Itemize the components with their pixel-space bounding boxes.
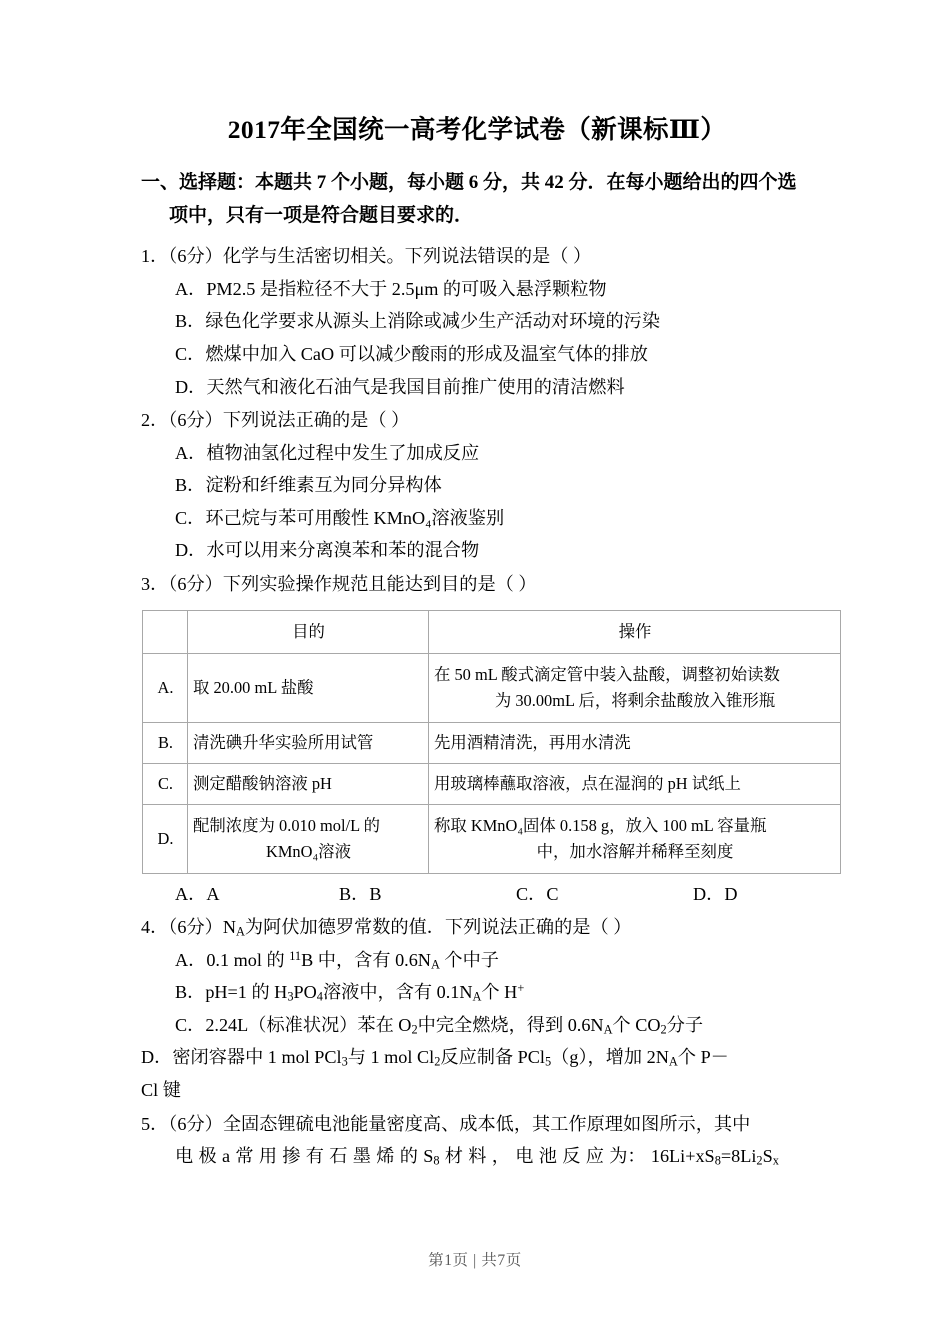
section-intro bbox=[141, 167, 813, 232]
row-b-operation: 先用酒精清洗，再用水清洗 bbox=[429, 722, 841, 763]
section-intro-line1: 一、选择题：本题共 7 个小题，每小题 6 分，共 42 分．在每小题给出的四个选 bbox=[141, 171, 797, 193]
question-1-stem: 1．（6分）化学与生活密切相关。下列说法错误的是（ ） bbox=[141, 246, 592, 267]
q5-seg-5: 掺 bbox=[282, 1146, 301, 1167]
row-label-b: B. bbox=[143, 722, 188, 763]
q4b-s2: 4 bbox=[316, 990, 323, 1005]
question-5 bbox=[141, 1108, 813, 1173]
q5-eq-s3: x bbox=[772, 1153, 779, 1168]
row-label-a: A. bbox=[143, 653, 188, 722]
question-3-answer-d[interactable]: D．D bbox=[693, 883, 738, 904]
question-3-answer-c[interactable]: C．C bbox=[516, 883, 559, 904]
question-3-answer-options bbox=[141, 878, 813, 911]
q5-mid-7: 为： bbox=[609, 1146, 646, 1167]
question-4-option-d[interactable] bbox=[141, 1041, 813, 1106]
page-footer: 第1页 | 共7页 bbox=[428, 1252, 522, 1269]
table-head bbox=[143, 610, 841, 653]
q4c-s2: A bbox=[603, 1022, 613, 1037]
row-label-d: D. bbox=[143, 804, 188, 873]
q4d-s2: 2 bbox=[434, 1055, 441, 1070]
question-4-stem-rest: 为阿伏加德罗常数的值．下列说法正确的是（ ） bbox=[244, 917, 632, 938]
q4b-sup: + bbox=[517, 981, 525, 996]
question-2-option-a[interactable]: A．植物油氢化过程中发生了加成反应 bbox=[175, 442, 480, 463]
page-title: 2017年全国统一高考化学试卷（新课标Ⅲ） bbox=[227, 115, 727, 144]
row-a-operation-line1: 在 50 mL 酸式滴定管中装入盐酸，调整初始读数 bbox=[434, 665, 780, 685]
q5-mid-3: 电 bbox=[515, 1146, 534, 1167]
q4d-p4: （g），增加 2N bbox=[551, 1047, 669, 1068]
q4c-s3: 2 bbox=[660, 1022, 667, 1037]
q5-seg-9: 烯 bbox=[376, 1146, 395, 1167]
question-1 bbox=[141, 240, 813, 403]
q4c-p2: 中完全燃烧，得到 0.6N bbox=[417, 1014, 604, 1035]
q4a-sub: A bbox=[430, 957, 440, 972]
header-operation: 操作 bbox=[429, 610, 841, 653]
question-1-option-a[interactable]: A．PM2.5 是指粒径不大于 2.5μm 的可吸入悬浮颗粒物 bbox=[175, 278, 607, 299]
question-5-line2 bbox=[141, 1140, 779, 1173]
q5-eq-p1: 16Li+xS bbox=[650, 1146, 715, 1167]
question-3-answer-b[interactable]: B．B bbox=[339, 883, 382, 904]
question-2-option-c[interactable]: C．环己烷与苯可用酸性 KMnO₄溶液鉴别 bbox=[175, 507, 505, 528]
row-c-purpose: 测定醋酸钠溶液 pH bbox=[188, 763, 429, 804]
experiment-table bbox=[142, 610, 841, 874]
q5-seg-10: 的 bbox=[399, 1146, 418, 1167]
q5-mid-5: 反 bbox=[562, 1146, 581, 1167]
row-b-purpose: 清洗碘升华实验所用试管 bbox=[188, 722, 429, 763]
table-row[interactable] bbox=[143, 722, 841, 763]
question-1-option-c[interactable]: C．燃煤中加入 CaO 可以减少酸雨的形成及温室气体的排放 bbox=[175, 343, 648, 364]
q5-eq-p3: S bbox=[762, 1146, 773, 1167]
q5-mid-1: 料 bbox=[468, 1146, 487, 1167]
q5-s8-formula bbox=[423, 1140, 439, 1173]
q4d-p5: 个 P－ bbox=[677, 1047, 729, 1068]
question-4 bbox=[141, 911, 813, 1106]
q5-seg-7: 石 bbox=[329, 1146, 348, 1167]
table-row[interactable] bbox=[143, 804, 841, 873]
q4a-sup: 11 bbox=[289, 948, 302, 963]
table-row[interactable] bbox=[143, 763, 841, 804]
q4d-p2: 与 1 mol Cl bbox=[347, 1047, 435, 1068]
question-1-option-d[interactable]: D．天然气和液化石油气是我国目前推广使用的清洁燃料 bbox=[175, 376, 625, 397]
row-a-operation-line2: 为 30.00mL 后，将剩余盐酸放入锥形瓶 bbox=[494, 690, 776, 710]
question-4-option-c[interactable] bbox=[141, 1009, 813, 1042]
q4d-s3: 5 bbox=[544, 1055, 552, 1070]
q5-eq-s2: 2 bbox=[756, 1153, 763, 1168]
q5-seg-3: 常 bbox=[235, 1146, 254, 1167]
q4b-p2: PO bbox=[293, 982, 317, 1003]
row-d-operation-line2: 中，加水溶解并稀释至刻度 bbox=[536, 841, 734, 861]
q4d-p1: D．密闭容器中 1 mol PCl bbox=[141, 1047, 342, 1068]
q5-seg-2: a bbox=[221, 1146, 231, 1167]
row-a-purpose: 取 20.00 mL 盐酸 bbox=[188, 653, 429, 722]
section-intro-line2: 项中，只有一项是符合题目要求的． bbox=[169, 204, 474, 226]
question-3-answer-a[interactable]: A．A bbox=[175, 883, 220, 904]
question-5-line1: 5．（6分）全固态锂硫电池能量密度高、成本低，其工作原理如图所示，其中 bbox=[141, 1113, 751, 1134]
question-2-option-b[interactable]: B．淀粉和纤维素互为同分异构体 bbox=[175, 475, 442, 496]
q4d-s1: 3 bbox=[341, 1055, 348, 1070]
q5-eq-p2: =8Li bbox=[720, 1146, 757, 1167]
question-3 bbox=[141, 568, 813, 910]
question-2-option-d[interactable]: D．水可以用来分离溴苯和苯的混合物 bbox=[175, 540, 480, 561]
header-blank bbox=[143, 610, 188, 653]
q5-mid-4: 池 bbox=[538, 1146, 557, 1167]
row-label-c: C. bbox=[143, 763, 188, 804]
q4b-s3: A bbox=[472, 990, 482, 1005]
table-row[interactable] bbox=[143, 653, 841, 722]
header-purpose: 目的 bbox=[188, 610, 429, 653]
question-4-stem bbox=[141, 911, 813, 944]
question-2-stem: 2．（6分）下列说法正确的是（ ） bbox=[141, 410, 410, 431]
row-c-operation: 用玻璃棒蘸取溶液，点在湿润的 pH 试纸上 bbox=[429, 763, 841, 804]
q4c-p3: 个 CO bbox=[612, 1014, 661, 1035]
table-header-row bbox=[143, 610, 841, 653]
q4d-p3: 反应制备 PCl bbox=[440, 1047, 545, 1068]
q4a-p3: 个中子 bbox=[439, 949, 499, 970]
row-a-operation bbox=[429, 653, 841, 722]
row-d-purpose-line2: KMnO₄溶液 bbox=[266, 841, 351, 861]
q4d-s4: A bbox=[668, 1055, 678, 1070]
q4c-p1: C．2.24L（标准状况）苯在 O bbox=[175, 1014, 412, 1035]
question-3-stem: 3．（6分）下列实验操作规范且能达到目的是（ ） bbox=[141, 574, 537, 594]
q5-seg-0: 电 bbox=[175, 1146, 194, 1167]
question-2 bbox=[141, 404, 813, 567]
q4a-p1: A．0.1 mol 的 bbox=[175, 949, 290, 970]
question-1-option-b[interactable]: B．绿色化学要求从源头上消除或减少生产活动对环境的污染 bbox=[175, 311, 661, 332]
q5-s8-p1: S bbox=[423, 1146, 434, 1167]
q5-equation bbox=[651, 1140, 779, 1173]
row-d-purpose bbox=[188, 804, 429, 873]
q5-mid-0: 材 bbox=[444, 1146, 463, 1167]
row-d-operation bbox=[429, 804, 841, 873]
row-d-purpose-line1: 配制浓度为 0.010 mol/L 的 bbox=[193, 816, 380, 836]
table-body bbox=[143, 653, 841, 873]
row-d-operation-line1: 称取 KMnO₄固体 0.158 g，放入 100 mL 容量瓶 bbox=[434, 816, 767, 836]
question-4-option-b[interactable] bbox=[141, 976, 813, 1009]
q5-seg-4: 用 bbox=[258, 1146, 278, 1167]
q5-mid-6: 应 bbox=[585, 1146, 604, 1167]
q5-s8-sub: 8 bbox=[433, 1153, 440, 1168]
q4b-p3: 溶液中，含有 0.1N bbox=[322, 982, 473, 1003]
page-content bbox=[141, 114, 813, 1174]
q4a-p2: B 中，含有 0.6N bbox=[301, 949, 431, 970]
q4b-p1: B．pH=1 的 H bbox=[175, 982, 288, 1003]
q5-seg-6: 有 bbox=[305, 1146, 324, 1167]
q4d-continuation: Cl 键 bbox=[141, 1080, 181, 1101]
question-4-stem-sub: A bbox=[235, 924, 245, 939]
q4c-s1: 2 bbox=[411, 1022, 418, 1037]
q5-mid-2: ， bbox=[491, 1146, 510, 1167]
q5-seg-1: 极 bbox=[198, 1146, 217, 1167]
q5-eq-s1: 8 bbox=[714, 1153, 721, 1168]
q4b-p4: 个 H bbox=[481, 982, 518, 1003]
question-4-stem-p1: 4．（6分）N bbox=[141, 917, 236, 938]
q5-seg-8: 墨 bbox=[352, 1146, 371, 1167]
question-4-option-a[interactable] bbox=[141, 944, 813, 977]
q4c-p4: 分子 bbox=[666, 1014, 704, 1035]
q4b-s1: 3 bbox=[287, 990, 294, 1005]
